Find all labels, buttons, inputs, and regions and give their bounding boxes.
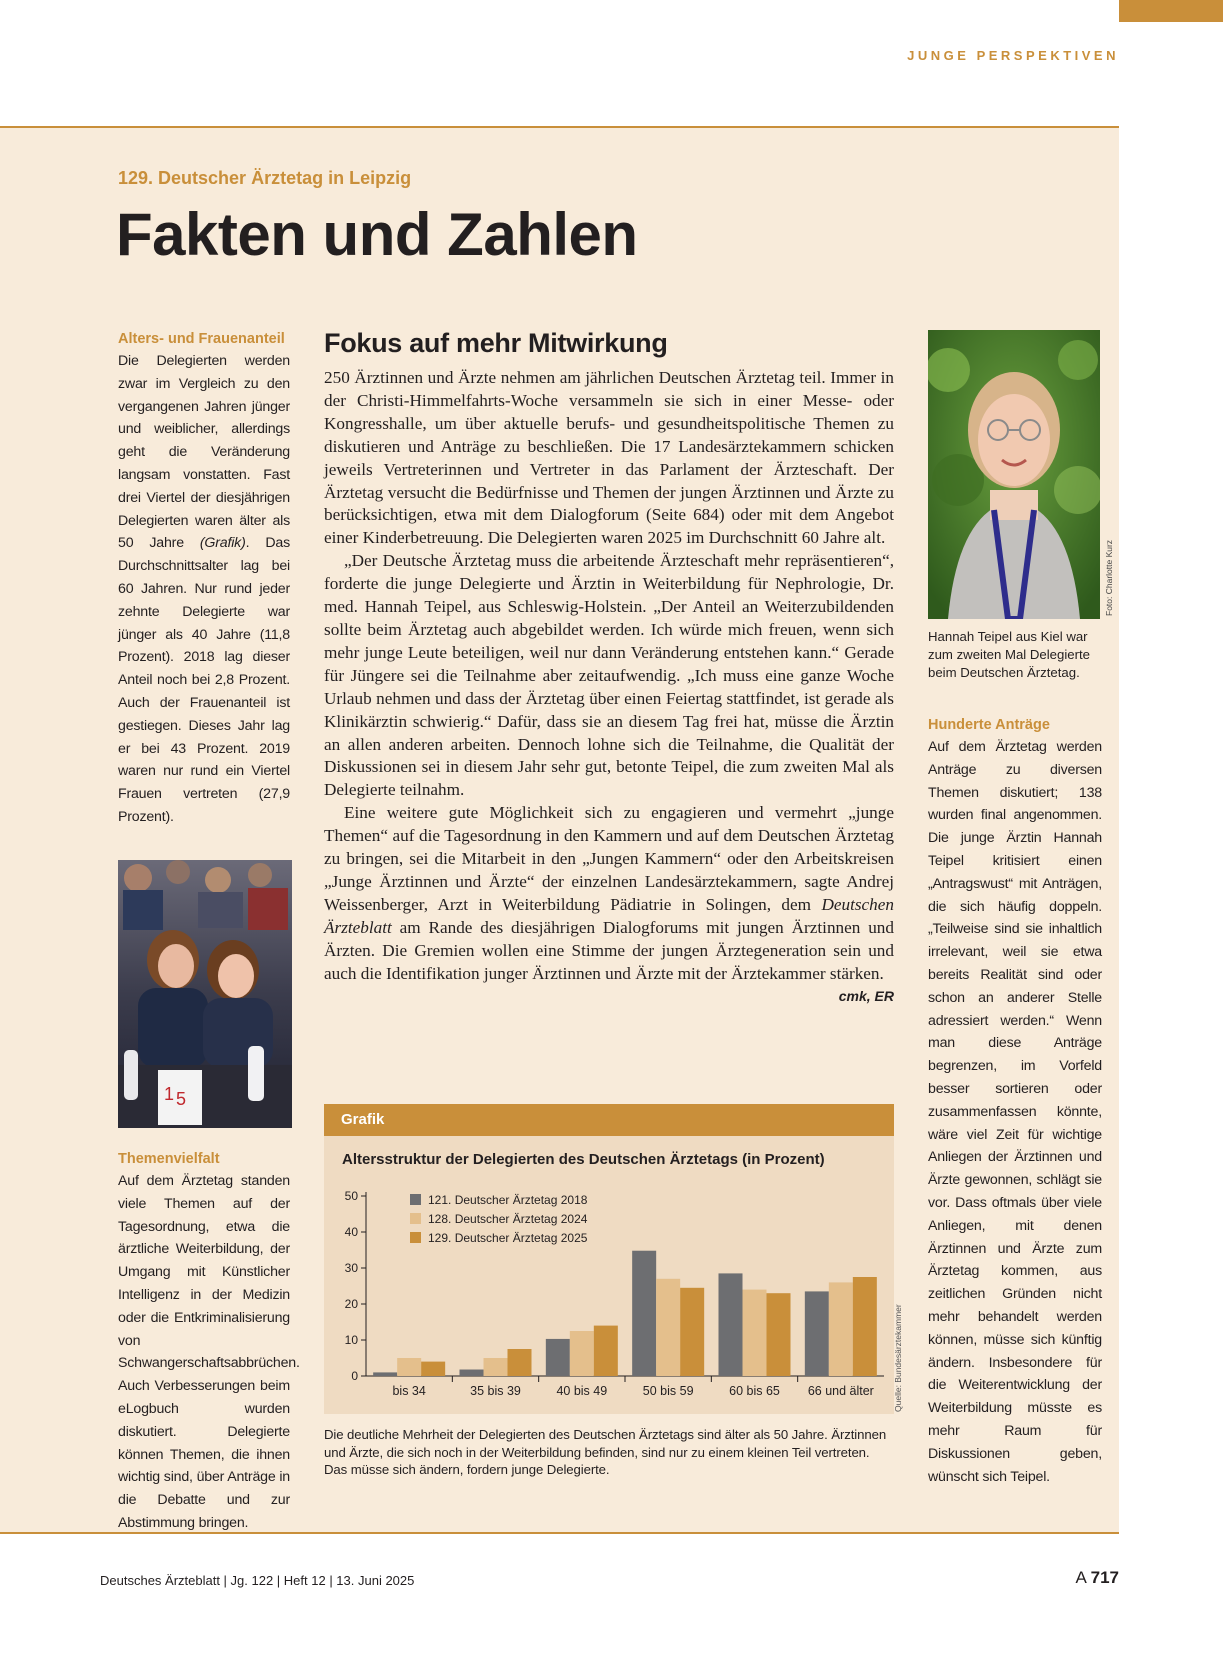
bar <box>632 1251 656 1376</box>
x-tick-label: 40 bis 49 <box>556 1384 608 1398</box>
portrait-photo <box>928 330 1100 619</box>
legend-swatch <box>410 1213 421 1224</box>
legend-label: 129. Deutscher Ärztetag 2025 <box>428 1231 588 1245</box>
author-signature: cmk, ER <box>838 988 894 1005</box>
y-tick-label: 30 <box>344 1261 358 1275</box>
legend-label: 121. Deutscher Ärztetag 2018 <box>428 1193 588 1207</box>
y-tick-label: 20 <box>344 1297 358 1311</box>
bar <box>570 1331 594 1376</box>
publication-name: Deutschen Ärzteblatt <box>324 894 894 937</box>
bar <box>805 1291 829 1376</box>
x-tick-label: 50 bis 59 <box>642 1384 694 1398</box>
top-accent-tab <box>1119 0 1223 22</box>
photo-credit: Foto: Charlotte Kurz <box>1104 539 1114 616</box>
section-label: JUNGE PERSPEKTIVEN <box>907 48 1119 63</box>
y-tick-label: 0 <box>351 1369 358 1383</box>
legend-label: 128. Deutscher Ärztetag 2024 <box>428 1212 588 1226</box>
photo-caption: Hannah Teipel aus Kiel war zum zweiten Mal Delegierte beim Deutschen Ärztetag. <box>928 629 1090 680</box>
bar <box>508 1349 532 1376</box>
grafik-reference: (Grafik) <box>199 535 246 552</box>
page-number: A 717 <box>1075 1568 1119 1587</box>
delegates-photo <box>118 860 292 1128</box>
sidebar-box-antraege <box>928 714 1102 1488</box>
bar <box>421 1362 445 1376</box>
x-tick-label: 66 und älter <box>807 1384 874 1398</box>
chart-source: Quelle: Bundesärztekammer <box>893 1304 903 1412</box>
headline: Fakten und Zahlen <box>116 201 638 268</box>
grafik-header <box>324 1104 894 1136</box>
article-paragraph: 250 Ärztinnen und Ärzte nehmen am jährlichen Deutschen Ärztetag teil. Immer in der Christi-Himmelfahrts-Woche versammeln sie sich in einer Messe- oder Kongresshalle, um über aktuelle berufs- und gesundheitspolitische Themen zu diskutieren und Anträge zu beschließen. Die 17 Landesärztekammern schicken jeweils Vertreterinnen und Vertreter in das Parlament der Ärzteschaft. Der Ärztetag versucht die Bedürfnisse und Themen der jungen Ärztinnen und Ärzte zu berücksichtigen, etwa mit dem Dialogforum (Seite 684) oder mit dem Angebot einer Kinderbetreuung. Die Delegierten waren 2025 im Durchschnitt 60 Jahre alt. <box>324 368 894 548</box>
sidebar-box-themen <box>118 1148 300 1535</box>
bar <box>829 1282 853 1376</box>
article-paragraph: Eine weitere gute Möglichkeit sich zu engagieren und vermehrt „junge Themen“ auf die Tagesordnung in den Kammern und auf dem Deutschen Ärztetag zu bringen, sei die Mitarbeit in den „Jungen Kammern“ oder den Arbeitskreisen „Junge Ärztinnen und Ärzte“ der einzelnen Landesärztekammern, sagte Andrej Weissenberger, Arzt in Weiterbildung Pädiatrie in Solingen, dem Deutschen Ärzteblatt am Rande des diesjährigen Dialogforums mit jungen Ärztinnen und Ärzten. Die Gremien wollen eine Stimme der jungen Ärztegeneration sein und auch die Identifikation junger Ärztinnen und Ärzte mit der Ärztekammer stärken. cmk, ER <box>324 802 894 985</box>
bar <box>656 1279 680 1376</box>
svg-text:5: 5 <box>176 1089 187 1109</box>
bar <box>719 1273 743 1376</box>
chart-caption: Die deutliche Mehrheit der Delegierten des Deutschen Ärztetags sind älter als 50 Jahre. Ärztinnen und Ärzte, die sich noch in der Weiterbildung befinden, sind nur zu einem kleinen Teil vertreten. Das müsse sich ändern, fordern junge Delegierte. <box>324 1427 887 1477</box>
sidebar-title: Alters- und Frauenanteil <box>118 331 285 347</box>
article-title: Fokus auf mehr Mitwirkung <box>324 328 668 358</box>
bar <box>373 1372 397 1376</box>
bar <box>397 1358 421 1376</box>
legend-swatch <box>410 1232 421 1243</box>
main-article <box>324 328 894 1008</box>
bar <box>460 1370 484 1376</box>
sidebar-text: Die Delegierten werden zwar im Vergleich zu den vergangenen Jahren jünger und weiblicher, allerdings geht die Veränderung langsam vonstatten. Fast drei Viertel der diesjährigen Delegierten waren älter als 50 Jahre (Grafik). Das Durchschnittsalter lag bei 60 Jahren. Nur rund jeder zehnte Delegierte war jünger als 40 Jahre (11,8 Prozent). 2018 lag dieser Anteil noch bei 2,8 Prozent. Auch der Frauenanteil ist gestiegen. Dieses Jahr lag er bei 43 Prozent. 2019 waren nur rund ein Viertel Frauen vertreten (27,9 Prozent). <box>118 353 290 825</box>
kicker: 129. Deutscher Ärztetag in Leipzig <box>118 168 412 188</box>
bar <box>594 1326 618 1376</box>
chart-title: Altersstruktur der Delegierten des Deutschen Ärztetags (in Prozent) <box>342 1151 825 1168</box>
bar <box>484 1358 508 1376</box>
bar-chart <box>324 1176 894 1412</box>
y-tick-label: 40 <box>344 1225 358 1239</box>
x-tick-label: 35 bis 39 <box>470 1384 521 1398</box>
article-paragraph: „Der Deutsche Ärztetag muss die arbeitende Ärzteschaft mehr repräsentieren“, forderte die junge Delegierte und Ärztin in Weiterbildung für Nephrologie, Dr. med. Hannah Teipel, aus Schleswig-Holstein. „Der Anteil an Weiterzubildenden sollte beim Ärztetag auch abgebildet werden. Ich würde mich freuen, wenn sich mehr junge Leute beteiligen, weil nur dann Veränderung entstehen kann.“ Gerade für Jüngere sei die Teilnahme aber zeitaufwendig. „Ich muss eine ganze Woche Urlaub nehmen und dass der Ärztetag über einen Feiertag stattfindet, ist gerade als Klinikärztin schwierig.“ Dafür, dass sie an diesem Tag frei hat, müsse die Ärztin an allen anderen arbeiten. Dennoch lohne sich die Teilnahme, die Qualität der Diskussionen sei in diesem Jahr sehr gut, betonte Teipel, die zum zweiten Mal als Delegierte teilnahm. <box>324 551 894 800</box>
legend-swatch <box>410 1194 421 1205</box>
sidebar-title: Hunderte Anträge <box>928 717 1050 733</box>
sidebar-text: Auf dem Ärztetag standen viele Themen auf der Tagesordnung, etwa die ärztliche Weiterbildung, der Umgang mit Künstlicher Intelligenz in der Medizin oder die Entkriminalisierung von Schwangerschaftsabbrüchen. Auch Verbesserungen beim eLogbuch wurden diskutiert. Delegierte können Themen, die ihnen wichtig sind, über Anträge in die Debatte und zur Abstimmung bringen. <box>118 1173 300 1531</box>
bar <box>546 1339 570 1376</box>
bar <box>680 1288 704 1376</box>
y-tick-label: 50 <box>344 1189 358 1203</box>
bar <box>853 1277 877 1376</box>
bar <box>767 1293 791 1376</box>
x-tick-label: bis 34 <box>392 1384 426 1398</box>
x-tick-label: 60 bis 65 <box>729 1384 780 1398</box>
sidebar-title: Themenvielfalt <box>118 1151 220 1167</box>
sidebar-text: Auf dem Ärztetag werden Anträge zu diversen Themen diskutiert; 138 wurden final angenommen. Die junge Ärztin Hannah Teipel kritisiert einen „Antragswust“ mit Anträgen, die sich häufig doppeln. „Teilweise sind sie inhaltlich irrelevant, weil sie etwa bereits Realität sind oder schon an anderer Stelle adressiert werden.“ Wenn man diese Anträge begrenzen, im Vorfeld besser sortieren oder zusammenfassen könnte, wäre viel Zeit für wichtige Anliegen der Ärztinnen und Ärzte gewonnen, schlägt sie vor. Dass oftmals über viele Anliegen, mit denen Ärztinnen und Ärzte zum Ärztetag kommen, aus zeitlichen Gründen nicht mehr behandelt werden können, müsse sich künftig ändern. Insbesondere für die Weiterentwicklung der Weiterbildung müsste es mehr Raum für Diskussionen geben, wünscht sich Teipel. <box>928 739 1102 1485</box>
footer-citation: Deutsches Ärzteblatt | Jg. 122 | Heft 12 | 13. Juni 2025 <box>100 1573 415 1588</box>
grafik-label: Grafik <box>341 1111 385 1128</box>
bar <box>743 1290 767 1376</box>
svg-text:1: 1 <box>164 1084 175 1104</box>
y-tick-label: 10 <box>344 1333 358 1347</box>
sidebar-box-alters <box>118 328 290 829</box>
